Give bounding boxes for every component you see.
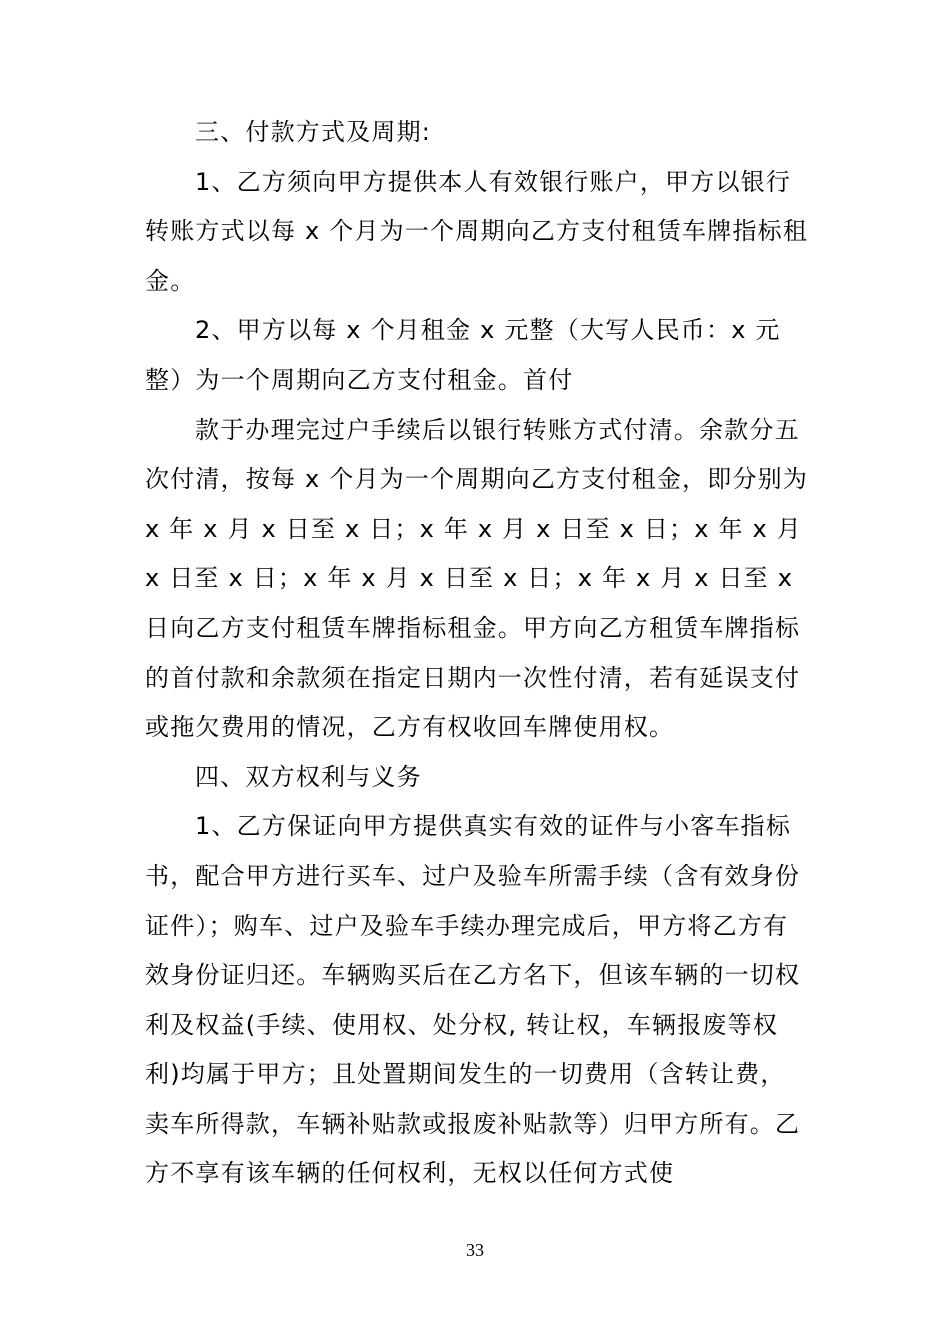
document-body <box>145 108 810 1199</box>
rights-clause-1: 1、乙方保证向甲方提供真实有效的证件与小客车指标书，配合甲方进行买车、过户及验车所需手续（含有效身份证件）；购车、过户及验车手续办理完成后，甲方将乙方有效身份证归还。车辆购买后在乙方名下，但该车辆的一切权利及权益(手续、使用权、处分权, 转让权，车辆报废等权利)均属于甲方；且处置期间发生的一切费用（含转让费，卖车所得款，车辆补贴款或报废补贴款等）归甲方所有。乙方不享有该车辆的任何权利，无权以任何方式使 <box>145 812 801 1188</box>
payment-clause-2: 2、甲方以每 x 个月租金 x 元整（大写人民币：x 元整）为一个周期向乙方支付租金。首付 <box>145 316 781 394</box>
payment-clause-1: 1、乙方须向甲方提供本人有效银行账户，甲方以银行转账方式以每 x 个月为一个周期向乙方支付租赁车牌指标租金。 <box>145 167 809 295</box>
payment-clause-2-continued: 款于办理完过户手续后以银行转账方式付清。余款分五次付清，按每 x 个月为一个周期向乙方支付租金，即分别为 x 年 x 月 x 日至 x 日；x 年 x 月 x 日至 x 日；x 年 x 月 x 日至 x 日；x 年 x 月 x 日至 x 日；x 年 x 月 x 日至 x 日向乙方支付租赁车牌指标租金。甲方向乙方租赁车牌指标的首付款和余款须在指定日期内一次性付清，若有延误支付或拖欠费用的情况，乙方有权收回车牌使用权。 <box>145 415 809 742</box>
section-heading-rights: 四、双方权利与义务 <box>195 762 422 791</box>
page-number: 33 <box>466 1240 484 1260</box>
section-heading-payment: 三、付款方式及周期: <box>195 118 432 146</box>
